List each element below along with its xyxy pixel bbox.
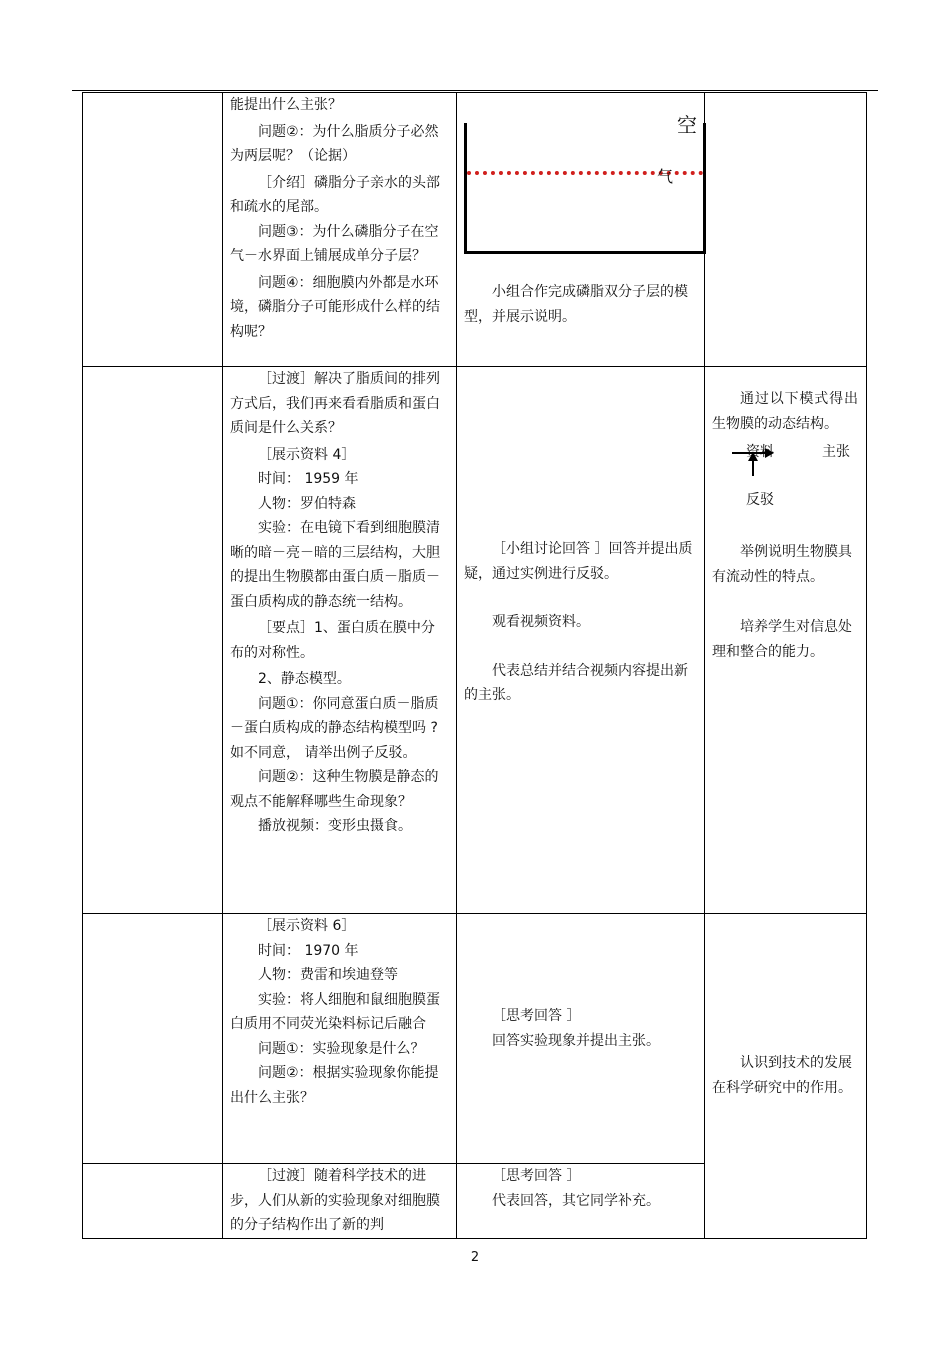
- table-row: [83, 367, 867, 914]
- teacher-text: 问题①：实验现象是什么？: [258, 1040, 425, 1057]
- stage-cell: [83, 914, 223, 1164]
- teacher-text: 问题①：你同意蛋白质－脂质－蛋白质构成的静态结构模型吗 ?如不同意， 请举出例子反驳。: [230, 695, 439, 761]
- flow-label-refute: 反驳: [746, 492, 774, 508]
- intent-text: 认识到技术的发展在科学研究中的作用。: [712, 1055, 852, 1096]
- teacher-activity-cell: [223, 93, 457, 367]
- design-intent-cell: [705, 367, 867, 914]
- teacher-text: 实验：在电镜下看到细胞膜清晰的暗－亮－暗的三层结构，大胆的提出生物膜都由蛋白质－脂质－蛋白质构成的静态统一结构。: [230, 520, 440, 610]
- teacher-text: 问题③：为什么磷脂分子在空气－水界面上铺展成单分子层？: [230, 223, 439, 264]
- teacher-activity-cell: [223, 1164, 457, 1239]
- table-row: [83, 93, 867, 367]
- intent-text: 举例说明生物膜具有流动性的特点。: [712, 544, 852, 585]
- student-text: 小组合作完成磷脂双分子层的模型，并展示说明。: [464, 284, 688, 325]
- teacher-text: 问题②：这种生物膜是静态的观点不能解释哪些生命现象？: [230, 769, 439, 810]
- stage-cell: [83, 93, 223, 367]
- teacher-text: ［介绍］磷脂分子亲水的头部和疏水的尾部。: [230, 174, 440, 215]
- student-text: ［思考回答 ］: [492, 1168, 581, 1184]
- flow-label-claim: 主张: [822, 444, 850, 460]
- teacher-activity-cell: [223, 914, 457, 1164]
- teacher-text: ［过渡］解决了脂质间的排列方式后，我们再来看看脂质和蛋白质间是什么关系？: [230, 371, 440, 436]
- teacher-text: 问题④：细胞膜内外都是水环境，磷脂分子可能形成什么样的结构呢？: [230, 274, 440, 340]
- flow-label-data: 资料: [746, 444, 774, 460]
- teacher-text: 人物：罗伯特森: [258, 495, 356, 512]
- lesson-plan-table: [82, 92, 867, 1239]
- teacher-text: 实验：将人细胞和鼠细胞膜蛋白质用不同荧光染料标记后融合: [230, 991, 440, 1032]
- teacher-text: ［过渡］随着科学技术的进步，人们从新的实验现象对细胞膜的分子结构作出了新的判: [230, 1168, 440, 1233]
- diagram-label-air: 气: [657, 167, 674, 186]
- design-intent-cell: [705, 914, 867, 1239]
- teacher-activity-cell: [223, 367, 457, 914]
- student-activity-cell: [457, 367, 705, 914]
- teacher-text: 2、静态模型。: [258, 671, 351, 687]
- header-rule: [72, 90, 878, 91]
- student-text: 观看视频资料。: [492, 614, 590, 630]
- teacher-text: 播放视频：变形虫摄食。: [258, 818, 412, 834]
- teacher-text: 问题②：为什么脂质分子必然为两层呢？（论据）: [230, 123, 439, 164]
- student-activity-cell: [457, 914, 705, 1164]
- argument-flow-diagram: [712, 436, 858, 506]
- teacher-text: 人物：费雷和埃迪登等: [258, 967, 398, 983]
- student-text: 代表总结并结合视频内容提出新的主张。: [464, 662, 688, 703]
- student-activity-cell: [457, 1164, 705, 1239]
- stage-cell: [83, 367, 223, 914]
- air-water-interface-diagram: [457, 93, 704, 263]
- teacher-text: ［展示资料 4］: [258, 446, 356, 463]
- teacher-text: ［展示资料 6］: [258, 918, 356, 934]
- teacher-text: 问题②：根据实验现象你能提出什么主张？: [230, 1065, 439, 1106]
- student-text: ［小组讨论回答 ］回答并提出质疑，通过实例进行反驳。: [464, 541, 693, 582]
- arrow-up-icon: [752, 454, 754, 476]
- student-text: 代表回答，其它同学补充。: [492, 1192, 660, 1209]
- table-row: [83, 914, 867, 1164]
- student-activity-cell: [457, 93, 705, 367]
- intent-text: 培养学生对信息处理和整合的能力。: [712, 619, 852, 660]
- student-text: ［思考回答 ］: [492, 1008, 581, 1024]
- intent-text: 通过以下模式得出生物膜的动态结构。: [712, 391, 858, 432]
- teacher-text: ［要点］1、蛋白质在膜中分布的对称性。: [230, 620, 435, 661]
- stage-cell: [83, 1164, 223, 1239]
- design-intent-cell: [705, 93, 867, 367]
- teacher-text: 时间： 1970 年: [258, 942, 359, 959]
- page-number: 2: [470, 1250, 480, 1265]
- student-text: 回答实验现象并提出主张。: [492, 1032, 660, 1049]
- teacher-text: 能提出什么主张？: [230, 97, 342, 113]
- teacher-text: 时间： 1959 年: [258, 471, 359, 487]
- diagram-label-air: 空: [677, 113, 697, 137]
